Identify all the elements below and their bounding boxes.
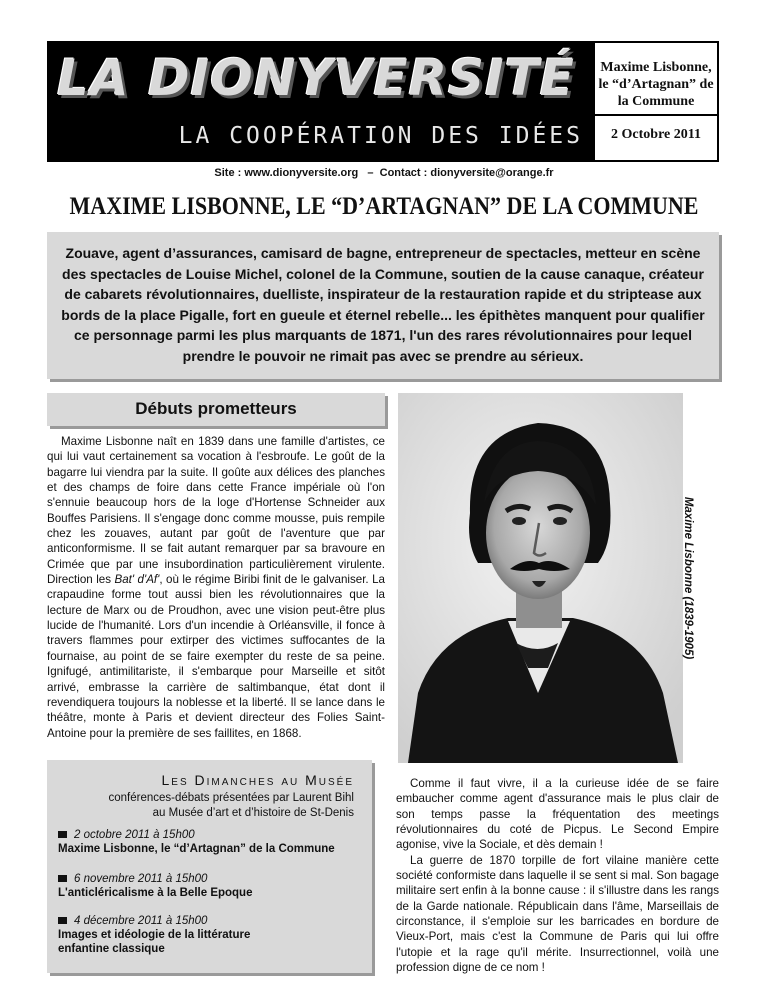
article-paragraph: Comme il faut vivre, il a la curieuse idée de se faire embaucher comme agent d'assurance mais le plus clair de son temps passe la fréquentation des meetings révolutionnaires du coté de Picpus. Le Second Empire agonise, vive la Sociale, et dès demain ! [396, 777, 719, 852]
article-paragraph: La guerre de 1870 torpille de fort vilaine manière cette société conformiste dans laquelle il se sent si mal. Son bagage militaire sert enfin à la bonne cause : il s'illustre dans les rangs de la Garde nationale. Républicain dans l'âme, Marseillais de circonstance, il s'emploie sur les barricades en bordure de Vieux-Port, mais c'est la Commune de Paris qui lui offre l'utopie et la rage qu'il mérite. Insurrectionnel, voilà une profession digne de ce nom ! [396, 853, 719, 975]
intro-text: Zouave, agent d’assurances, camisard de bagne, entrepreneur de spectacles, metteur en scène des spectacles de Louise Michel, colonel de la Commune, soutien de la cause canaque, créateur de cabarets révolutionnaires, duelliste, inspirateur de la restauration rapide et du striptease aux bords de la place Pigalle, fort en gueule et éternel rebelle... les épithètes manquent pour qualifier ce personnage parmi les plus marquants de 1871, l'un des rares révolutionnaires pour lequel prendre le pouvoir ne rimait pas avec se prendre au sérieux. [61, 245, 705, 364]
intro-box [47, 232, 719, 379]
event-date [58, 872, 362, 886]
event-date [58, 914, 292, 928]
logo-wordmark: LA DIONYVERSITÉ [57, 49, 575, 107]
article-paragraph [47, 434, 385, 741]
portrait-illustration [398, 393, 683, 763]
event-item [58, 914, 292, 956]
event-date-text: 4 décembre 2011 à 15h00 [74, 915, 208, 927]
site-contact-line: Site : www.dionyversite.org – Contact : dionyversite@orange.fr [214, 167, 554, 179]
text-run: Maxime Lisbonne naît en 1839 dans une famille d'artistes, ce qui lui vaut certainement sa vocation à l'esbroufe. Le goût de la bagarre lui viendra par la suite. Il goûte aux délices des planches et des champs de foire dans cette France impériale où l'on s'ennuie beaucoup hors de la loge d'Hortense Schneider aux Bouffes Parisiens. Il s'engage donc comme mousse, puis rempile chez les zouaves, autant par goût de l'aventure que par anticonformisme. Il se fait autant remarquer par sa bravoure en Crimée que par une insubordination particulièrement virulente. Direction les [47, 435, 385, 587]
event-date-text: 2 octobre 2011 à 15h00 [74, 829, 195, 841]
events-title: Les Dimanches au Musée [161, 772, 354, 788]
section-title: Débuts prometteurs [135, 399, 297, 418]
event-topic: L'anticléricalisme à la Belle Epoque [58, 887, 253, 899]
article-column-2 [396, 776, 719, 975]
events-subtitle-line: conférences-débats présentées par Laurent Bihl [108, 792, 354, 804]
event-topic: Images et idéologie de la littérature enfantine classique [58, 929, 251, 955]
issue-date: 2 Octobre 2011 [611, 127, 701, 142]
event-date [58, 828, 362, 842]
bullet-square-icon [58, 875, 67, 882]
event-item [58, 872, 362, 900]
tagline: LA COOPÉRATION DES IDÉES [178, 123, 583, 149]
text-run: , où le régime Biribi finit de le galvaniser. La crapaudine forme tout aussi bien les révolutionnaires que la lecture de Marx ou de Proudhon, avec une vision peut-être plus lucide de l'humanité. Lors d'un incendie à Orléansville, il fonce à travers flammes pour extirper des victimes suffocantes de la fournaise, au point de se faire exempter du reste de sa peine. Ignifugé, antimilitariste, il s'embarque pour Marseille et sitôt arrivé, embrasse la carrière de saltimbanque, état dont il revendiquera toujours la noblesse et la liberté. Il se lance dans le théâtre, monte à Paris et devient directeur des Folies Saint-Antoine pour la première de ses faillites, en 1868. [47, 573, 385, 740]
issue-info-box [593, 41, 719, 162]
bullet-square-icon [58, 917, 67, 924]
portrait-photo [398, 393, 683, 763]
info-divider [595, 114, 717, 116]
section-heading-box [47, 393, 385, 426]
page-title: MAXIME LISBONNE, LE “D’ARTAGNAN” DE LA COMMUNE [69, 193, 699, 220]
bullet-square-icon [58, 831, 67, 838]
event-item [58, 828, 362, 856]
event-topic: Maxime Lisbonne, le “d’Artagnan” de la Commune [58, 843, 335, 855]
event-date-text: 6 novembre 2011 à 15h00 [74, 873, 208, 885]
portrait-caption: Maxime Lisbonne (1839-1905) [682, 496, 694, 660]
events-subtitle [47, 791, 354, 821]
events-box [47, 760, 372, 973]
article-column-1 [47, 434, 385, 741]
italic-text-run: Bat' d'Af' [114, 573, 160, 587]
masthead-banner [47, 41, 593, 162]
issue-title: Maxime Lisbonne, le “d’Artagnan” de la Commune [598, 60, 714, 109]
events-subtitle-line: au Musée d’art et d’histoire de St-Denis [152, 807, 354, 819]
